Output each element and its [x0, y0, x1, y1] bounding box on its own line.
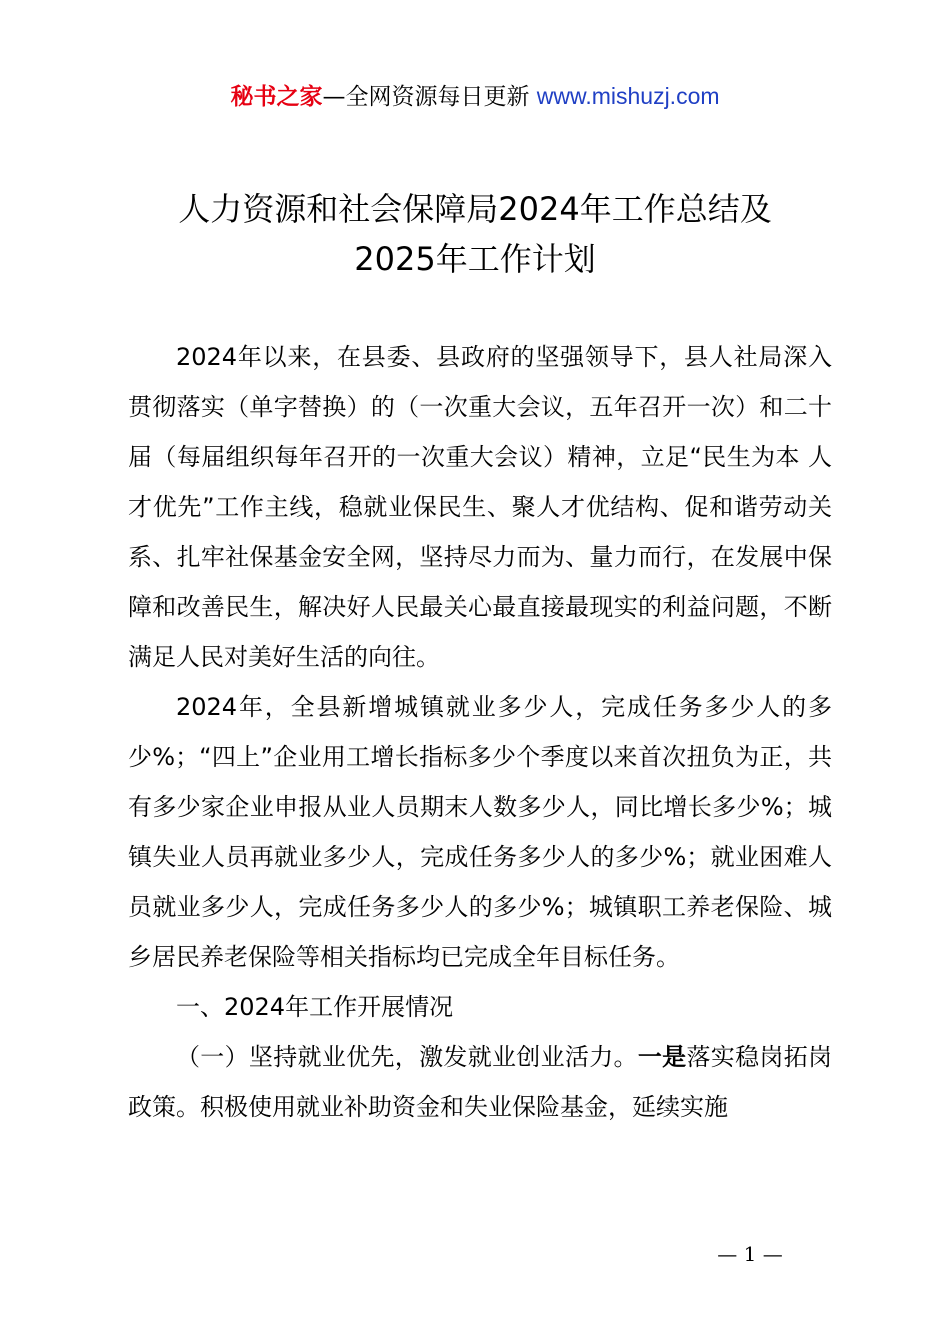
title-line-1: 人力资源和社会保障局2024年工作总结及 [178, 190, 772, 228]
document-body [128, 332, 832, 1132]
paragraph-intro: 2024年以来，在县委、县政府的坚强领导下，县人社局深入贯彻落实（单字替换）的（一次重大会议，五年召开一次）和二十届（每届组织每年召开的一次重大会议）精神，立足“民生为本 人才优先”工作主线，稳就业保民生、聚人才优结构、促和谐劳动关系、扎牢社保基金安全网，坚持尽力而为、量力而行，在发展中保障和改善民生，解决好人民最关心最直接最现实的利益问题，不断满足人民对美好生活的向往。 [128, 343, 832, 671]
site-url-link[interactable]: www.mishuzj.com [536, 83, 720, 109]
brand-name: 秘书之家 [230, 84, 323, 110]
subsection-heading: （一）坚持就业优先，激发就业创业活力。 [176, 1043, 638, 1071]
banner-tagline: —全网资源每日更新 [322, 84, 537, 110]
title-line-2: 2025年工作计划 [354, 240, 596, 278]
document-title [0, 184, 950, 284]
paragraph-employment [128, 1032, 832, 1132]
bold-ordinal: 一是 [637, 1043, 687, 1071]
site-banner [0, 80, 950, 113]
section-heading-1: 一、2024年工作开展情况 [176, 993, 454, 1021]
paragraph-employment-text: 落实稳岗拓岗政策。积极使用就业补助资金和失业保险基金，延续实施 [128, 1043, 833, 1121]
page-number: — 1 — [717, 1242, 783, 1266]
paragraph-statistics: 2024年，全县新增城镇就业多少人，完成任务多少人的多少%；“四上”企业用工增长指标多少个季度以来首次扭负为正，共有多少家企业申报从业人员期末人数多少人，同比增长多少%；城镇失业人员再就业多少人，完成任务多少人的多少%；就业困难人员就业多少人，完成任务多少人的多少%；城镇职工养老保险、城乡居民养老保险等相关指标均已完成全年目标任务。 [128, 693, 832, 971]
